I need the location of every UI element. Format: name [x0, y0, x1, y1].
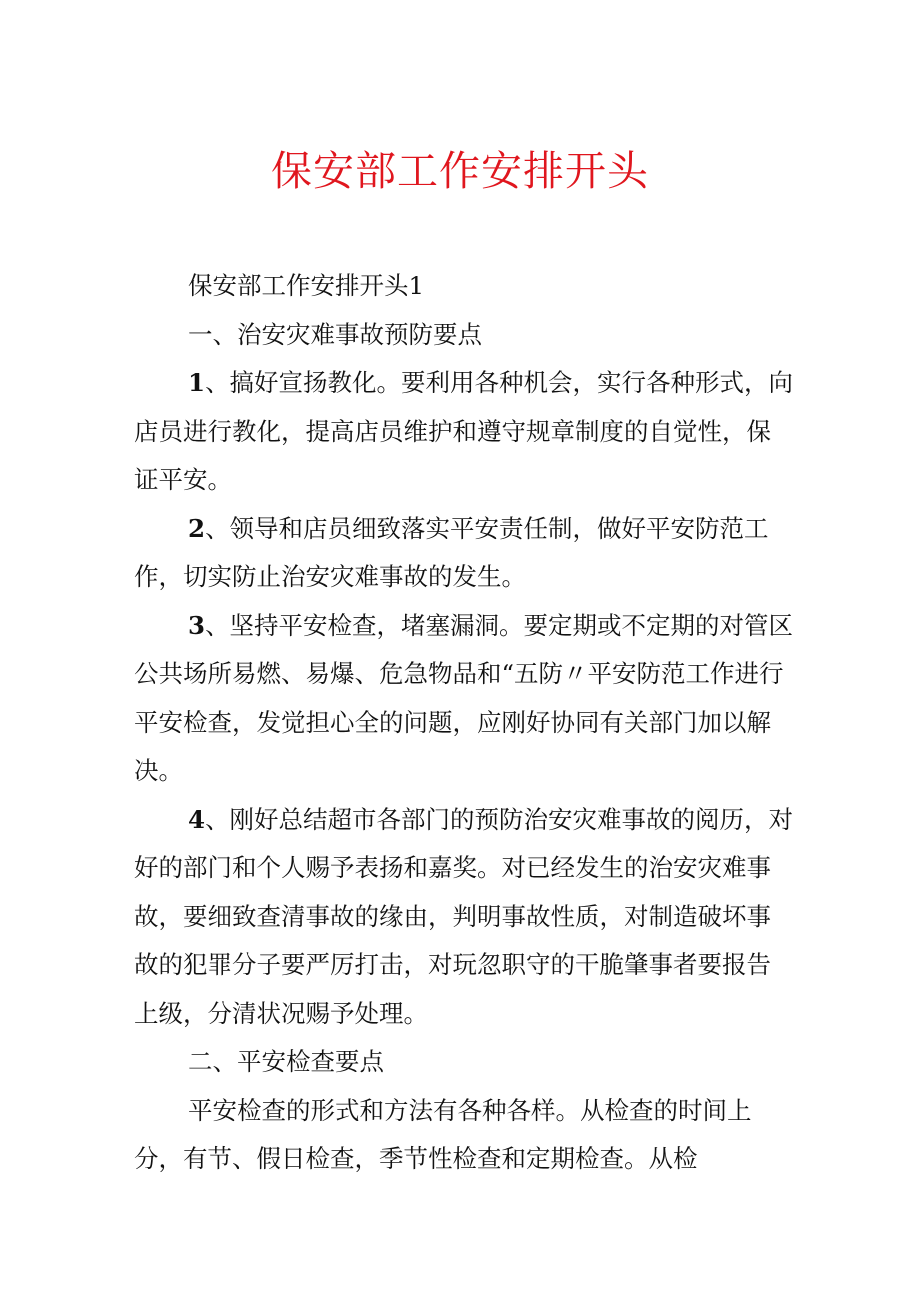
paragraph-text: 、搞好宣扬教化。要利用各种机会，实行各种形式，向店员进行教化，提高店员维护和遵守规章制度的自觉性，保证平安。: [134, 368, 794, 494]
list-item-4: [134, 796, 794, 1039]
section-heading-2: [134, 1038, 794, 1087]
document-title: 保安部工作安排开头: [271, 147, 649, 195]
list-item-3: [134, 602, 794, 796]
paragraph-subtitle: [134, 262, 794, 311]
section-heading-1: [134, 311, 794, 360]
paragraph-text: 保安部工作安排开头1: [188, 271, 425, 300]
paragraph-text: 二、平安检查要点: [188, 1047, 384, 1076]
item-number: 1: [188, 368, 206, 397]
paragraph-text: 一、治安灾难事故预防要点: [188, 319, 482, 349]
item-number: 2: [188, 513, 206, 543]
paragraph-text: 平安检查的形式和方法有各种各样。从检查的时间上分，有节、假日检查，季节性检查和定期检查。从检: [134, 1095, 752, 1173]
paragraph-body: [134, 1087, 794, 1184]
item-number: 3: [188, 610, 206, 640]
paragraph-text: 、刚好总结超市各部门的预防治安灾难事故的阅历，对好的部门和个人赐予表扬和嘉奖。对已经发生的治安灾难事故，要细致查清事故的缘由，判明事故性质，对制造破坏事故的犯罪分子要严厉打击，对玩忽职守的干脆肇事者要报告上级，分清状况赐予处理。: [134, 804, 794, 1028]
document-body: [134, 262, 794, 1184]
paragraph-text: 、坚持平安检查，堵塞漏洞。要定期或不定期的对管区公共场所易燃、易爆、危急物品和“五防〃平安防范工作进行平安检查，发觉担心全的问题，应刚好协同有关部门加以解决。: [134, 610, 794, 785]
list-item-1: [134, 359, 794, 505]
item-number: 4: [188, 804, 206, 834]
list-item-2: [134, 505, 794, 602]
paragraph-text: 、领导和店员细致落实平安责任制，做好平安防范工作，切实防止治安灾难事故的发生。: [134, 513, 769, 591]
